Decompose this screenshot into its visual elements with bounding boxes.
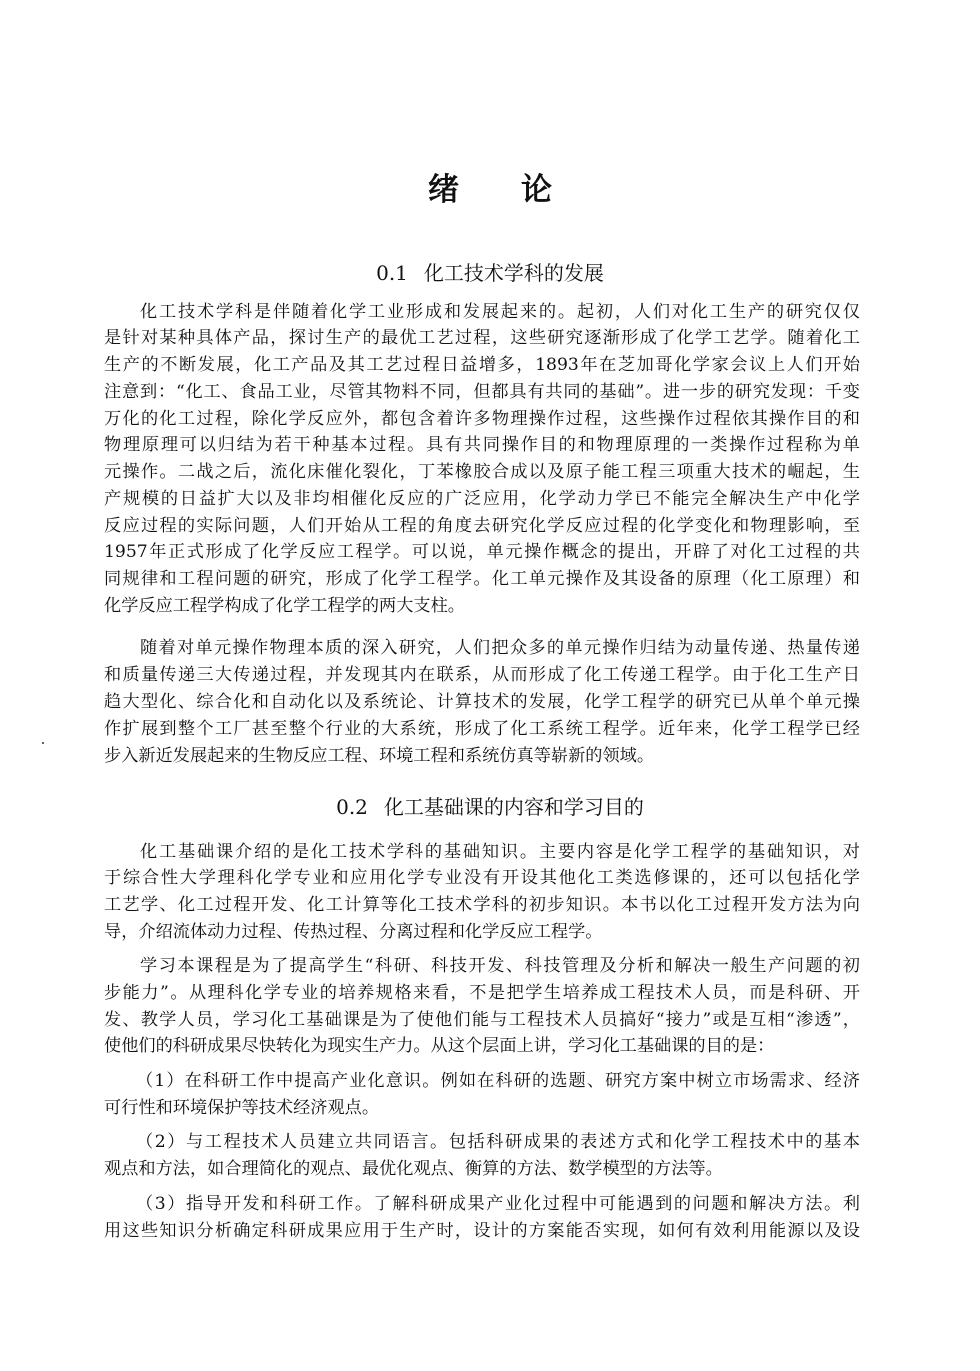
list-item-line: （3）指导开发和科研工作。了解科研成果产业化过程中可能遇到的问题和解决方法。利 <box>136 1194 860 1214</box>
paragraph-line: 1957年正式形成了化学反应工程学。可以说，单元操作概念的提出，开辟了对化工过程的共 <box>104 542 860 562</box>
list-item-line: 用这些知识分析确定科研成果应用于生产时，设计的方案能否实现，如何有效利用能源以及设 <box>104 1221 860 1241</box>
paragraph-line: 步能力”。从理科化学专业的培养规格来看，不是把学生培养成工程技术人员，而是科研、开 <box>104 983 860 1003</box>
list-item-line: 观点和方法，如合理简化的观点、最优化观点、衡算的方法、数学模型的方法等。 <box>104 1159 723 1179</box>
paragraph-line: 步入新近发展起来的生物反应工程、环境工程和系统仿真等崭新的领域。 <box>104 746 655 766</box>
section-title: 化工基础课的内容和学习目的 <box>383 795 644 819</box>
paragraph-line: 万化的化工过程，除化学反应外，都包含着许多物理操作过程，这些操作过程依其操作目的和 <box>104 409 860 429</box>
paragraph-line: 是针对某种具体产品，探讨生产的最优工艺过程，这些研究逐渐形成了化学工艺学。随着化工 <box>104 328 860 348</box>
paragraph-line: 化工技术学科是伴随着化学工业形成和发展起来的。起初，人们对化工生产的研究仅仅 <box>140 302 860 322</box>
paragraph-line: 同规律和工程问题的研究，形成了化学工程学。化工单元操作及其设备的原理（化工原理）和 <box>104 569 860 589</box>
list-item-line: （2）与工程技术人员建立共同语言。包括科研成果的表述方式和化学工程技术中的基本 <box>136 1132 860 1152</box>
chapter-title: 绪论 <box>428 172 614 208</box>
paragraph-line: 学习本课程是为了提高学生“科研、科技开发、科技管理及分析和解决一般生产问题的初 <box>140 956 860 976</box>
paragraph-line: 和质量传递三大传递过程，并发现其内在联系，从而形成了化工传递工程学。由于化工生产日 <box>104 665 860 685</box>
paragraph-line: 发、教学人员，学习化工基础课是为了使他们能与工程技术人员搞好“接力”或是互相“渗透”， <box>104 1010 860 1030</box>
section-title: 化工技术学科的发展 <box>423 261 604 285</box>
paragraph-line: 反应过程的实际问题，人们开始从工程的角度去研究化学反应过程的化学变化和物理影响，至 <box>104 516 860 536</box>
paragraph-line: 于综合性大学理科化学专业和应用化学专业没有开设其他化工类选修课的，还可以包括化学 <box>104 868 860 888</box>
paragraph-line: 趋大型化、综合化和自动化以及系统论、计算技术的发展，化学工程学的研究已从单个单元操 <box>104 692 860 712</box>
paragraph-line: 化工基础课介绍的是化工技术学科的基础知识。主要内容是化学工程学的基础知识，对 <box>140 842 860 862</box>
paragraph-line: 化学反应工程学构成了化学工程学的两大支柱。 <box>104 596 465 616</box>
list-item-line: 可行性和环境保护等技术经济观点。 <box>104 1098 380 1118</box>
paragraph-line: 生产的不断发展，化工产品及其工艺过程日益增多，1893年在芝加哥化学家会议上人们开始 <box>104 355 860 375</box>
paragraph-line: 随着对单元操作物理本质的深入研究，人们把众多的单元操作归结为动量传递、热量传递 <box>140 638 860 658</box>
paragraph-line: 产规模的日益扩大以及非均相催化反应的广泛应用，化学动力学已不能完全解决生产中化学 <box>104 489 860 509</box>
section-number: 0.1 <box>376 261 408 285</box>
list-item-line: （1）在科研工作中提高产业化意识。例如在科研的选题、研究方案中树立市场需求、经济 <box>136 1071 860 1091</box>
paragraph-line: 工艺学、化工过程开发、化工计算等化工技术学科的初步知识。本书以化工过程开发方法为向 <box>104 895 860 915</box>
section-heading-0-2 <box>0 792 980 822</box>
paragraph-line: 元操作。二战之后，流化床催化裂化，丁苯橡胶合成以及原子能工程三项重大技术的崛起，生 <box>104 462 860 482</box>
scan-speck <box>42 742 44 744</box>
paragraph-line: 使他们的科研成果尽快转化为现实生产力。从这个层面上讲，学习化工基础课的目的是： <box>104 1036 775 1056</box>
section-number: 0.2 <box>336 795 368 819</box>
section-heading-0-1 <box>0 258 980 288</box>
paragraph-line: 作扩展到整个工厂甚至整个行业的大系统，形成了化工系统工程学。近年来，化学工程学已经 <box>104 719 860 739</box>
paragraph-line: 导，介绍流体动力过程、传热过程、分离过程和化学反应工程学。 <box>104 922 603 942</box>
paragraph-line: 物理原理可以归结为若干种基本过程。具有共同操作目的和物理原理的一类操作过程称为单 <box>104 435 860 455</box>
paragraph-line: 注意到：“化工、食品工业，尽管其物料不同，但都具有共同的基础”。进一步的研究发现：千变 <box>104 382 860 402</box>
